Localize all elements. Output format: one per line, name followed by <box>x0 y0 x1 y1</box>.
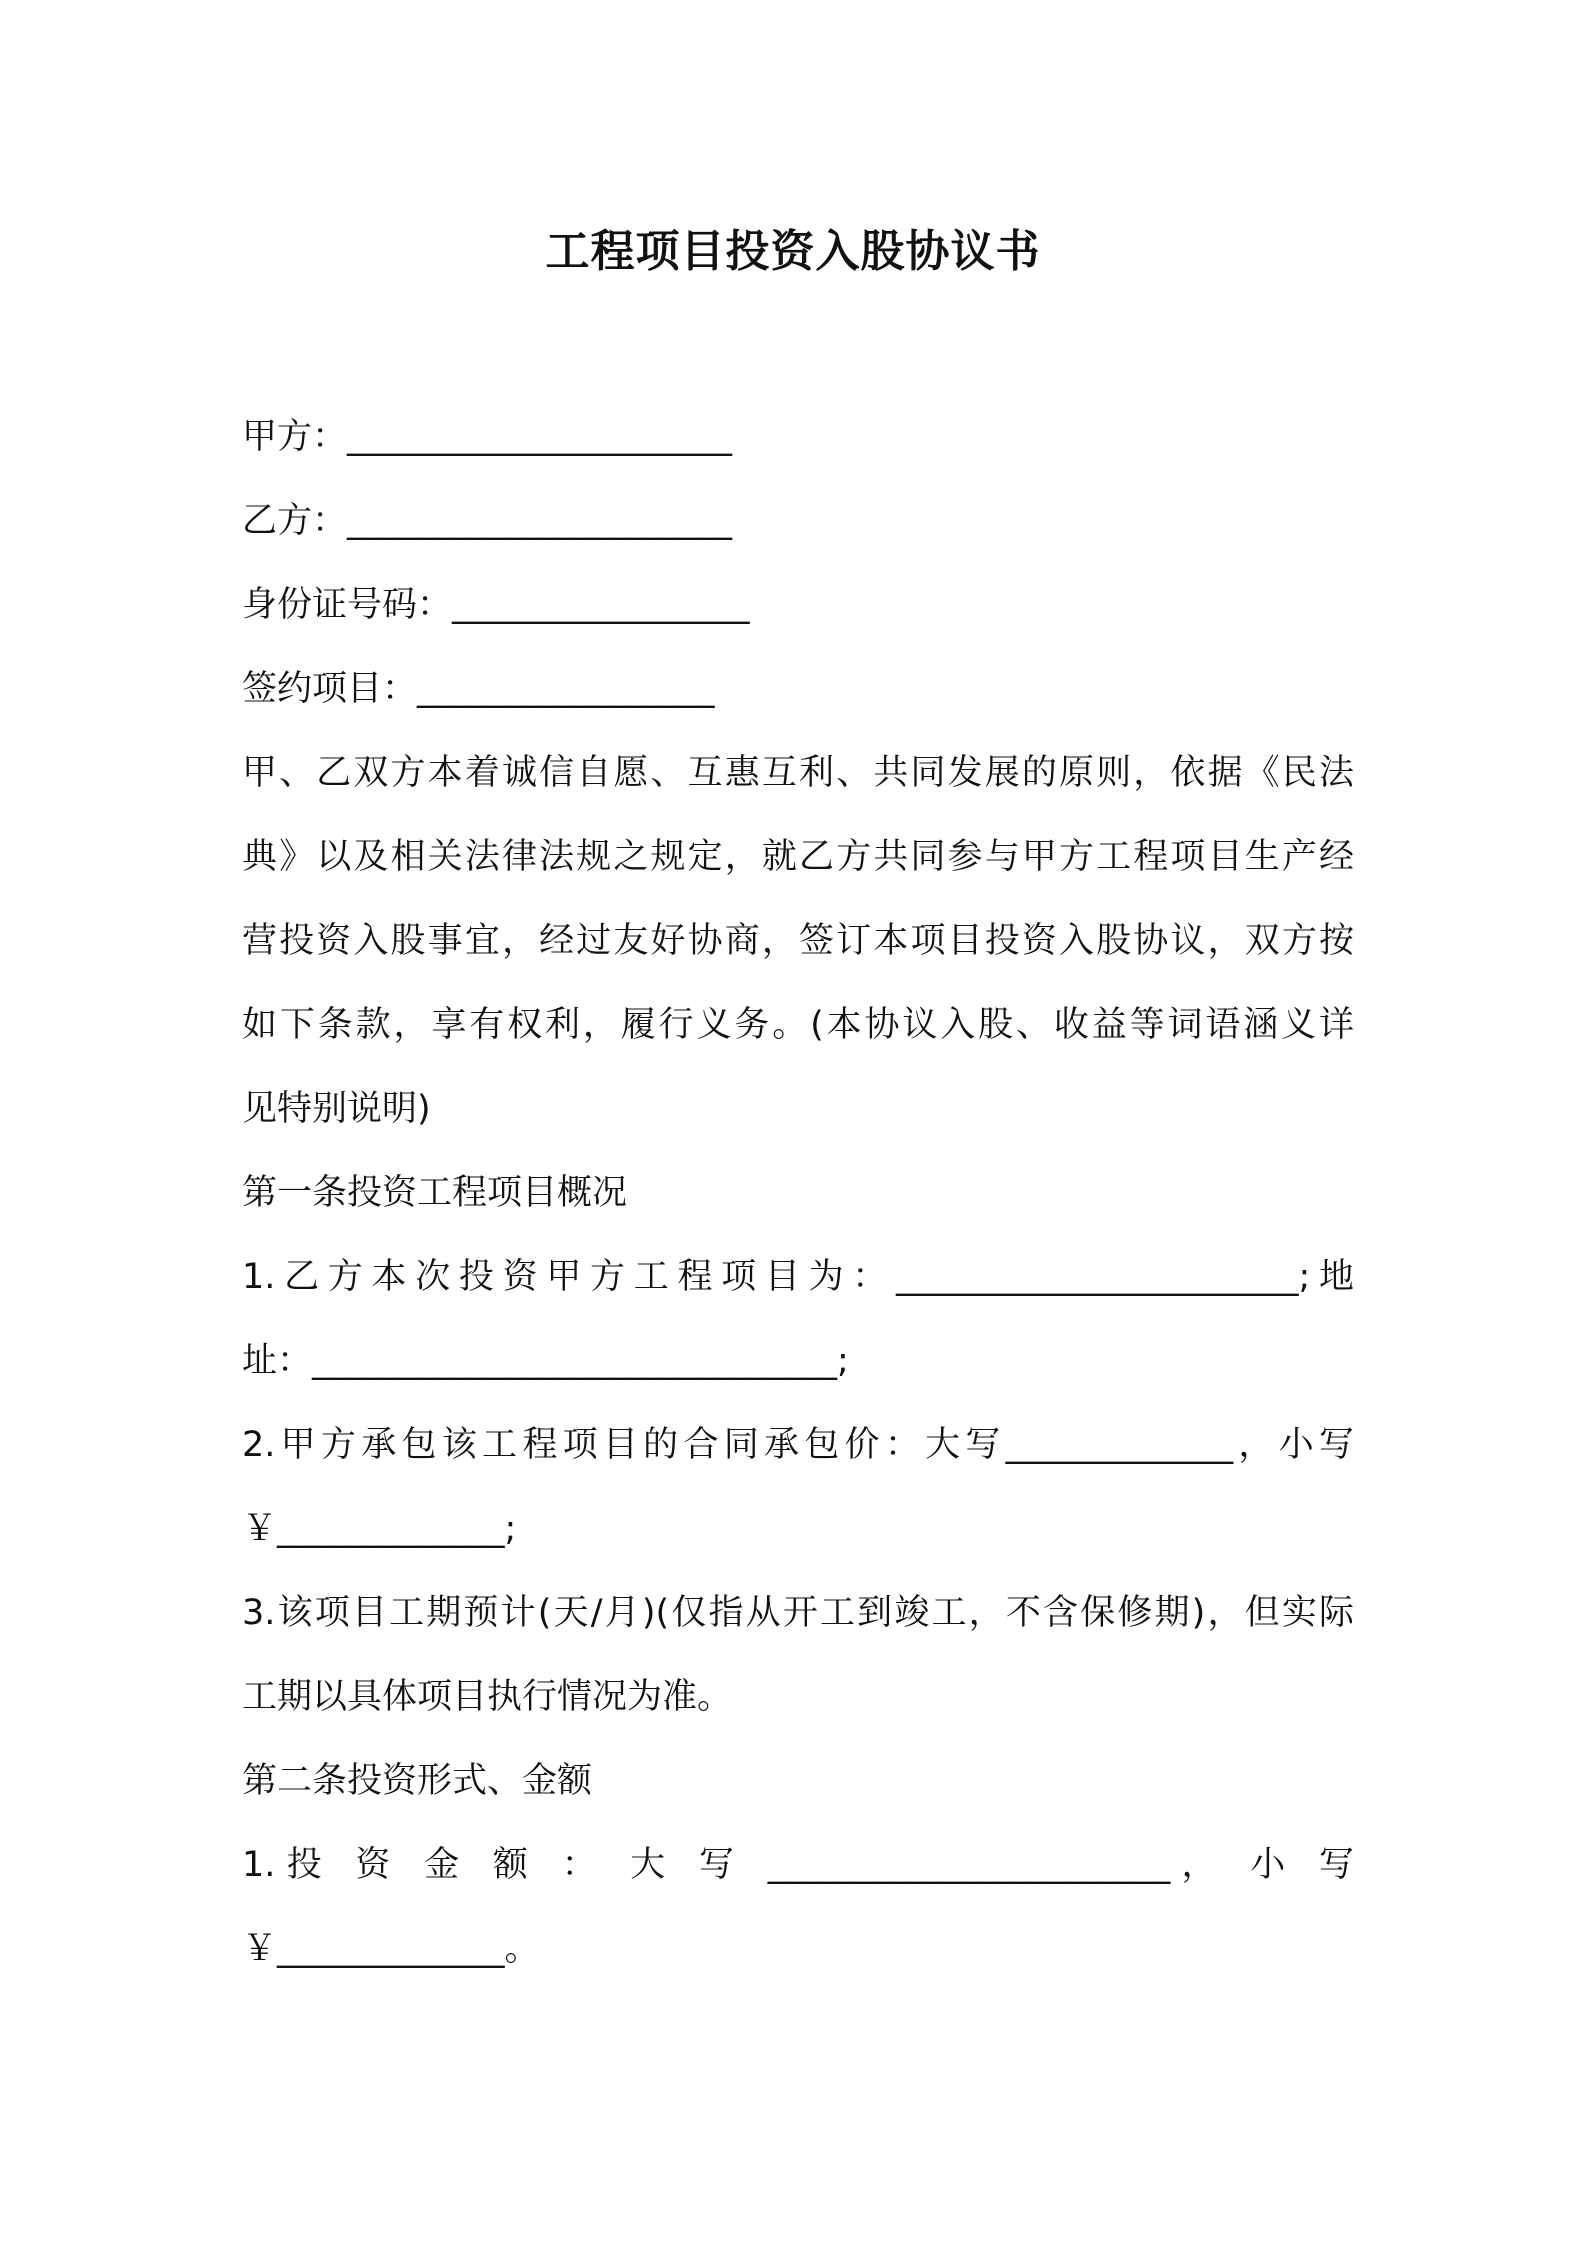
article-1-item-1-line-2: 址：______________________________; <box>242 1341 849 1381</box>
id-number-line: 身份证号码：_________________ <box>242 585 750 625</box>
preamble-line-4: 如下条款，享有权利，履行义务。(本协议入股、收益等词语涵义详 <box>242 1005 1354 1045</box>
article-2-item-1-line-2: ￥_____________。 <box>242 1929 540 1969</box>
article-1-item-3-line-2: 工期以具体项目执行情况为准。 <box>242 1677 733 1717</box>
preamble-line-1: 甲、乙双方本着诚信自愿、互惠互利、共同发展的原则，依据《民法 <box>242 753 1354 793</box>
article-1-item-2-line-1: 2.甲方承包该工程项目的合同承包价：大写_____________，小写 <box>242 1425 1354 1465</box>
preamble-line-2: 典》以及相关法律法规之规定，就乙方共同参与甲方工程项目生产经 <box>242 837 1354 877</box>
signed-project-line: 签约项目：_________________ <box>242 669 715 709</box>
article-1-heading: 第一条投资工程项目概况 <box>242 1173 628 1213</box>
preamble-line-5: 见特别说明) <box>242 1089 431 1129</box>
article-1-item-3-line-1: 3.该项目工期预计(天/月)(仅指从开工到竣工，不含保修期)，但实际 <box>242 1593 1354 1633</box>
preamble-line-3: 营投资入股事宜，经过友好协商，签订本项目投资入股协议，双方按 <box>242 921 1354 961</box>
document-title: 工程项目投资入股协议书 <box>545 226 1041 277</box>
party-b-line: 乙方：______________________ <box>242 501 733 541</box>
article-1-item-2-line-2: ￥_____________; <box>242 1509 517 1549</box>
article-2-heading: 第二条投资形式、金额 <box>242 1761 593 1801</box>
party-a-line: 甲方：______________________ <box>242 417 733 457</box>
article-2-item-1-line-1: 1.投 资 金 额 ： 大 写 _______________________， 小 写 <box>242 1845 1354 1885</box>
article-1-item-1-line-1: 1.乙方本次投资甲方工程项目为：_______________________;地 <box>242 1257 1354 1297</box>
